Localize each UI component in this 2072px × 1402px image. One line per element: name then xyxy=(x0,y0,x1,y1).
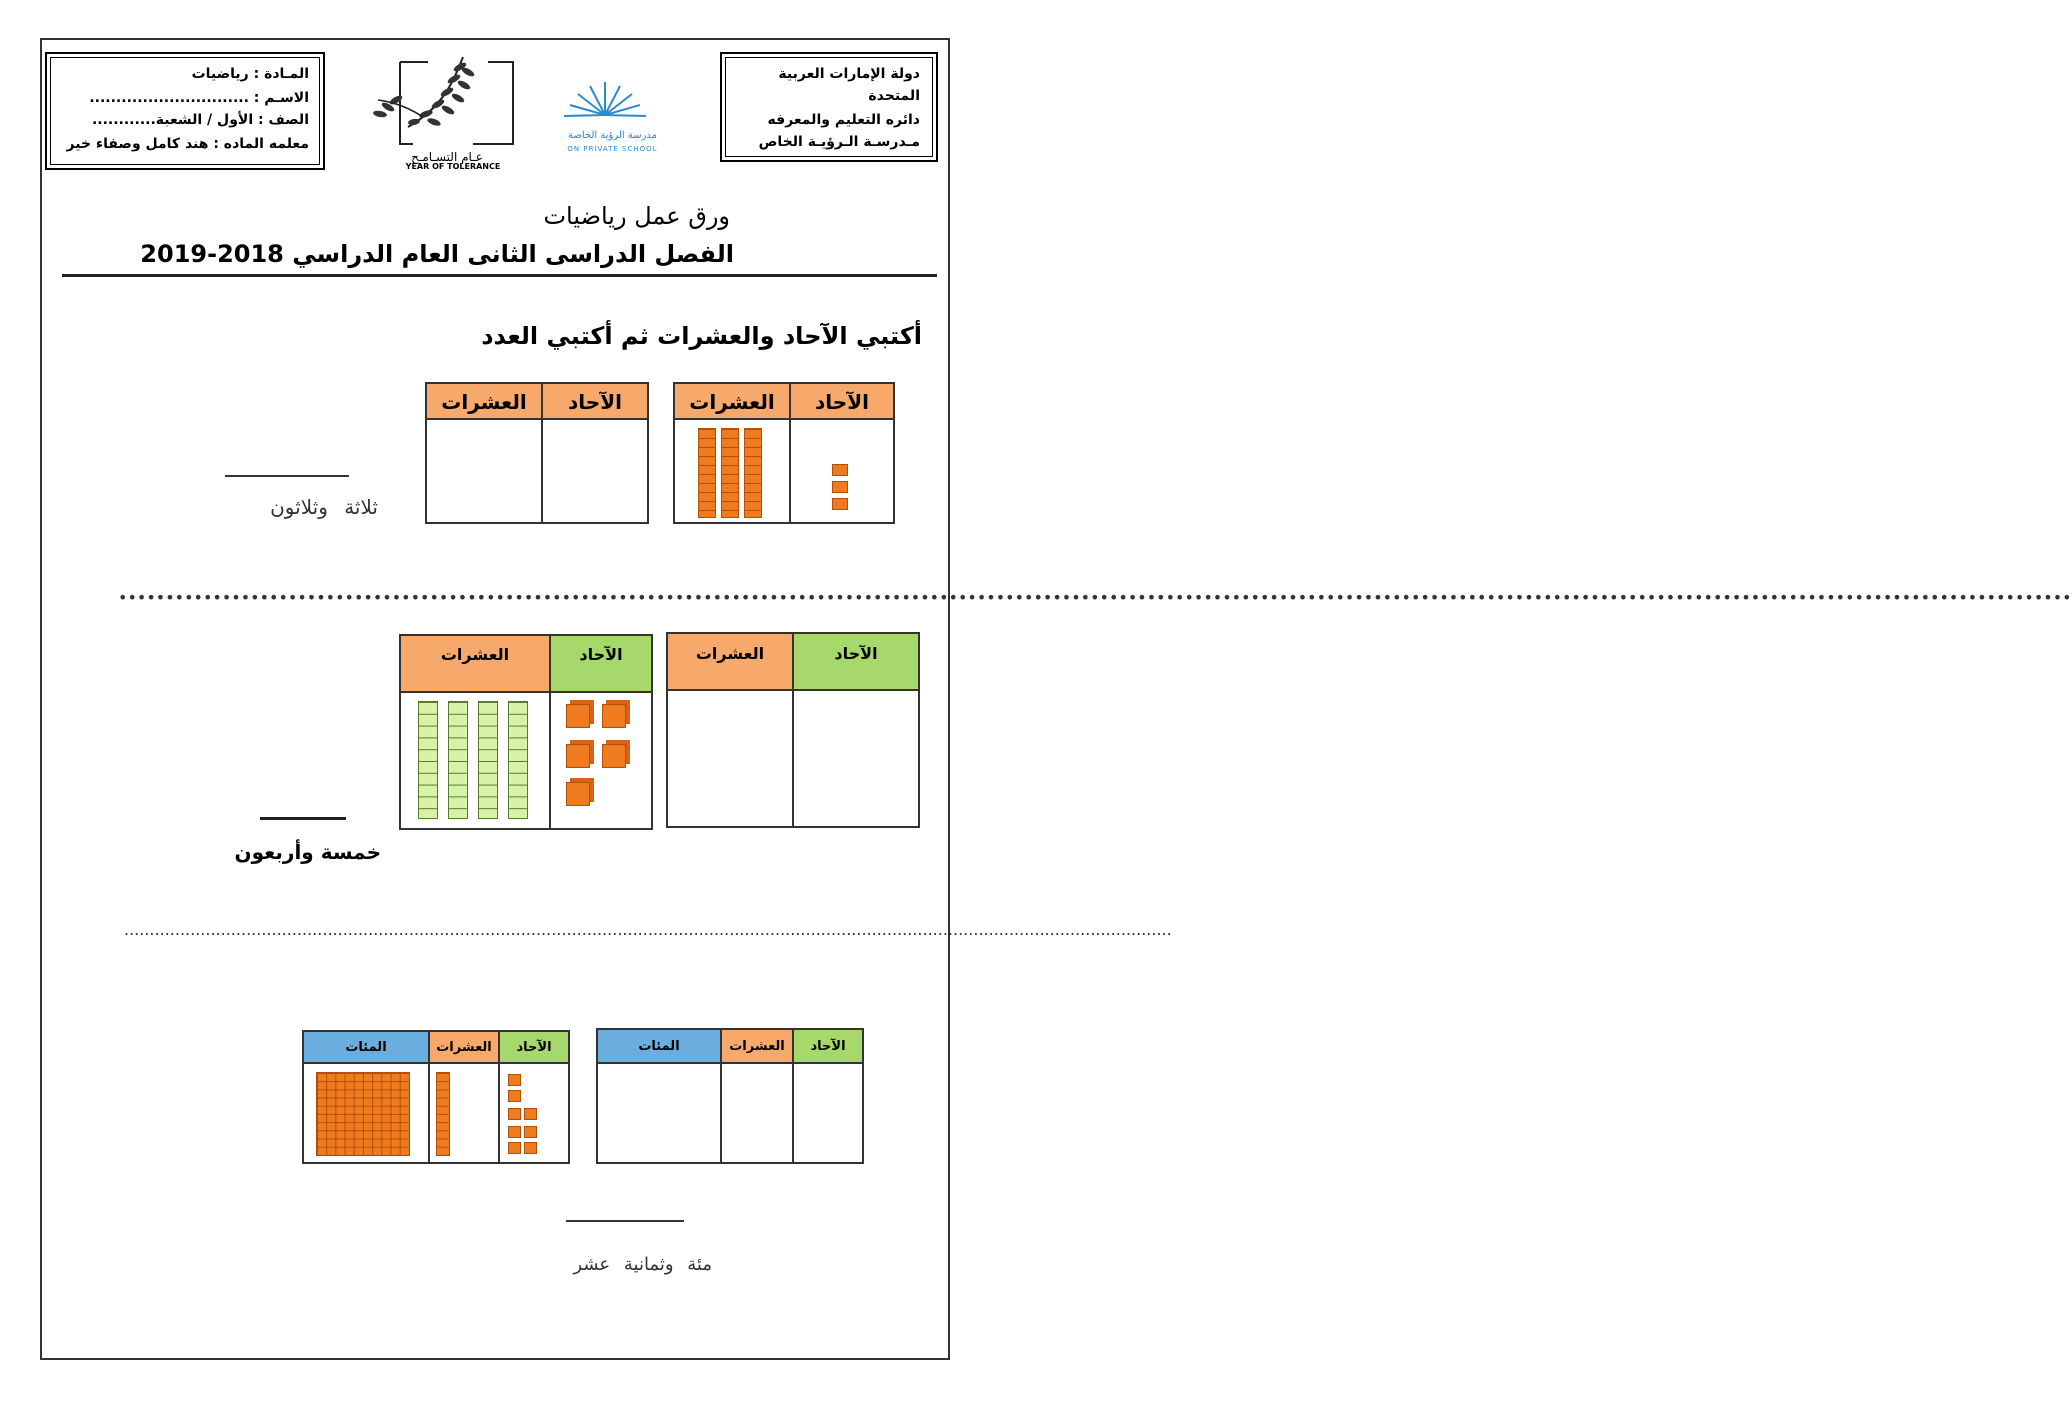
header-left-box xyxy=(45,52,325,170)
ones-cube xyxy=(566,744,590,768)
s3-answer-line[interactable] xyxy=(566,1220,684,1222)
tens-rod xyxy=(721,428,739,518)
tens-rod xyxy=(448,701,468,819)
s1l-tens-header: العشرات xyxy=(427,384,543,420)
s2l-ones-header: الآحاد xyxy=(551,636,651,693)
s1-answer-line[interactable] xyxy=(225,475,349,477)
s3r-tens-header: العشرات xyxy=(722,1030,794,1064)
s2-number-word: خمسة وأربعون xyxy=(234,840,381,864)
ones-cube xyxy=(524,1126,537,1138)
class-line: الصف : الأول / الشعبة............ xyxy=(91,112,309,128)
s3-number-word: مئة وثمانية عشر xyxy=(573,1254,712,1275)
ones-cube xyxy=(524,1108,537,1120)
s3l-hundreds-header: المئات xyxy=(304,1032,430,1064)
ones-cube xyxy=(508,1108,521,1120)
hundreds-flat xyxy=(316,1072,410,1156)
s2-separator: .............................................................................................................................................................................................................. xyxy=(124,920,1172,939)
s1-left-table xyxy=(425,382,649,524)
s1-number-word: ثلاثة وثلاثون xyxy=(270,495,378,519)
s1r-tens-header: العشرات xyxy=(675,384,791,420)
tens-rod xyxy=(508,701,528,819)
ones-cube xyxy=(602,704,626,728)
school-logo xyxy=(550,80,675,160)
s1r-ones-header: الآحاد xyxy=(791,384,893,420)
department-line: دائره التعليم والمعرفه xyxy=(767,112,920,128)
ones-cube xyxy=(524,1142,537,1154)
name-line: الاسـم : .............................. xyxy=(89,90,309,106)
tolerance-text-ar: عـام التسـامـح xyxy=(411,150,483,164)
subject-line: المـادة : رياضيات xyxy=(191,66,309,82)
teacher-line: معلمه الماده : هند كامل وصفاء خير xyxy=(66,136,309,152)
tens-rod xyxy=(698,428,716,518)
ones-cube xyxy=(566,782,590,806)
s3r-hundreds-cell[interactable] xyxy=(598,1064,722,1162)
sunburst-icon xyxy=(550,80,675,130)
s2l-tens-header: العشرات xyxy=(401,636,551,693)
s1l-tens-cell[interactable] xyxy=(427,420,543,522)
s1l-ones-header: الآحاد xyxy=(543,384,647,420)
s2r-ones-cell[interactable] xyxy=(794,691,918,826)
s1-separator: ••••••••••••••••••••••••••••••••••••••••••••••••••••••••••••••••••••••••••••••••••••••••••••••••••••••••••••••••••••••••••••••••••••••••••••••••••••••••••••••••••••••••••••••••••••••••••••••••••••••••••••••• xyxy=(118,588,2072,607)
s3l-ones-header: الآحاد xyxy=(500,1032,568,1064)
tens-rod xyxy=(436,1072,450,1156)
school-line: مـدرسـة الـرؤيـة الخاص xyxy=(758,134,920,150)
s3r-hundreds-header: المئات xyxy=(598,1030,722,1064)
s2r-tens-header: العشرات xyxy=(668,634,794,691)
s3r-ones-cell[interactable] xyxy=(794,1064,862,1162)
s1l-ones-cell[interactable] xyxy=(543,420,647,522)
title-divider xyxy=(62,274,937,277)
country-line1: دولة الإمارات العربية xyxy=(778,66,920,82)
header-right-box xyxy=(720,52,938,162)
tens-rod xyxy=(478,701,498,819)
worksheet-title: ورق عمل رياضيات xyxy=(543,202,730,230)
s2-answer-line[interactable] xyxy=(260,817,346,820)
s3-right-table xyxy=(596,1028,864,1164)
tens-rod xyxy=(418,701,438,819)
ones-cube xyxy=(832,481,848,493)
ones-cube xyxy=(602,744,626,768)
ones-cube xyxy=(508,1142,521,1154)
instruction-text: أكتبي الآحاد والعشرات ثم أكتبي العدد xyxy=(481,322,922,350)
country-line2: المتحدة xyxy=(868,88,920,104)
s3r-tens-cell[interactable] xyxy=(722,1064,794,1162)
tolerance-text-en: YEAR OF TOLERANCE xyxy=(405,162,501,171)
s3r-ones-header: الآحاد xyxy=(794,1030,862,1064)
s2r-ones-header: الآحاد xyxy=(794,634,918,691)
school-name-ar: مدرسة الرؤية الخاصة xyxy=(567,130,658,141)
ones-cube xyxy=(832,498,848,510)
ones-cube xyxy=(566,704,590,728)
ones-cube xyxy=(508,1074,521,1086)
tens-rod xyxy=(744,428,762,518)
school-name-en: ON PRIVATE SCHOOL xyxy=(567,145,658,153)
s2r-tens-cell[interactable] xyxy=(668,691,794,826)
s3l-tens-header: العشرات xyxy=(430,1032,500,1064)
semester-title: الفصل الدراسى الثانى العام الدراسي 2018-2019 xyxy=(140,240,734,268)
s2-right-table xyxy=(666,632,920,828)
ones-cube xyxy=(832,464,848,476)
ones-cube xyxy=(508,1090,521,1102)
ones-cube xyxy=(508,1126,521,1138)
